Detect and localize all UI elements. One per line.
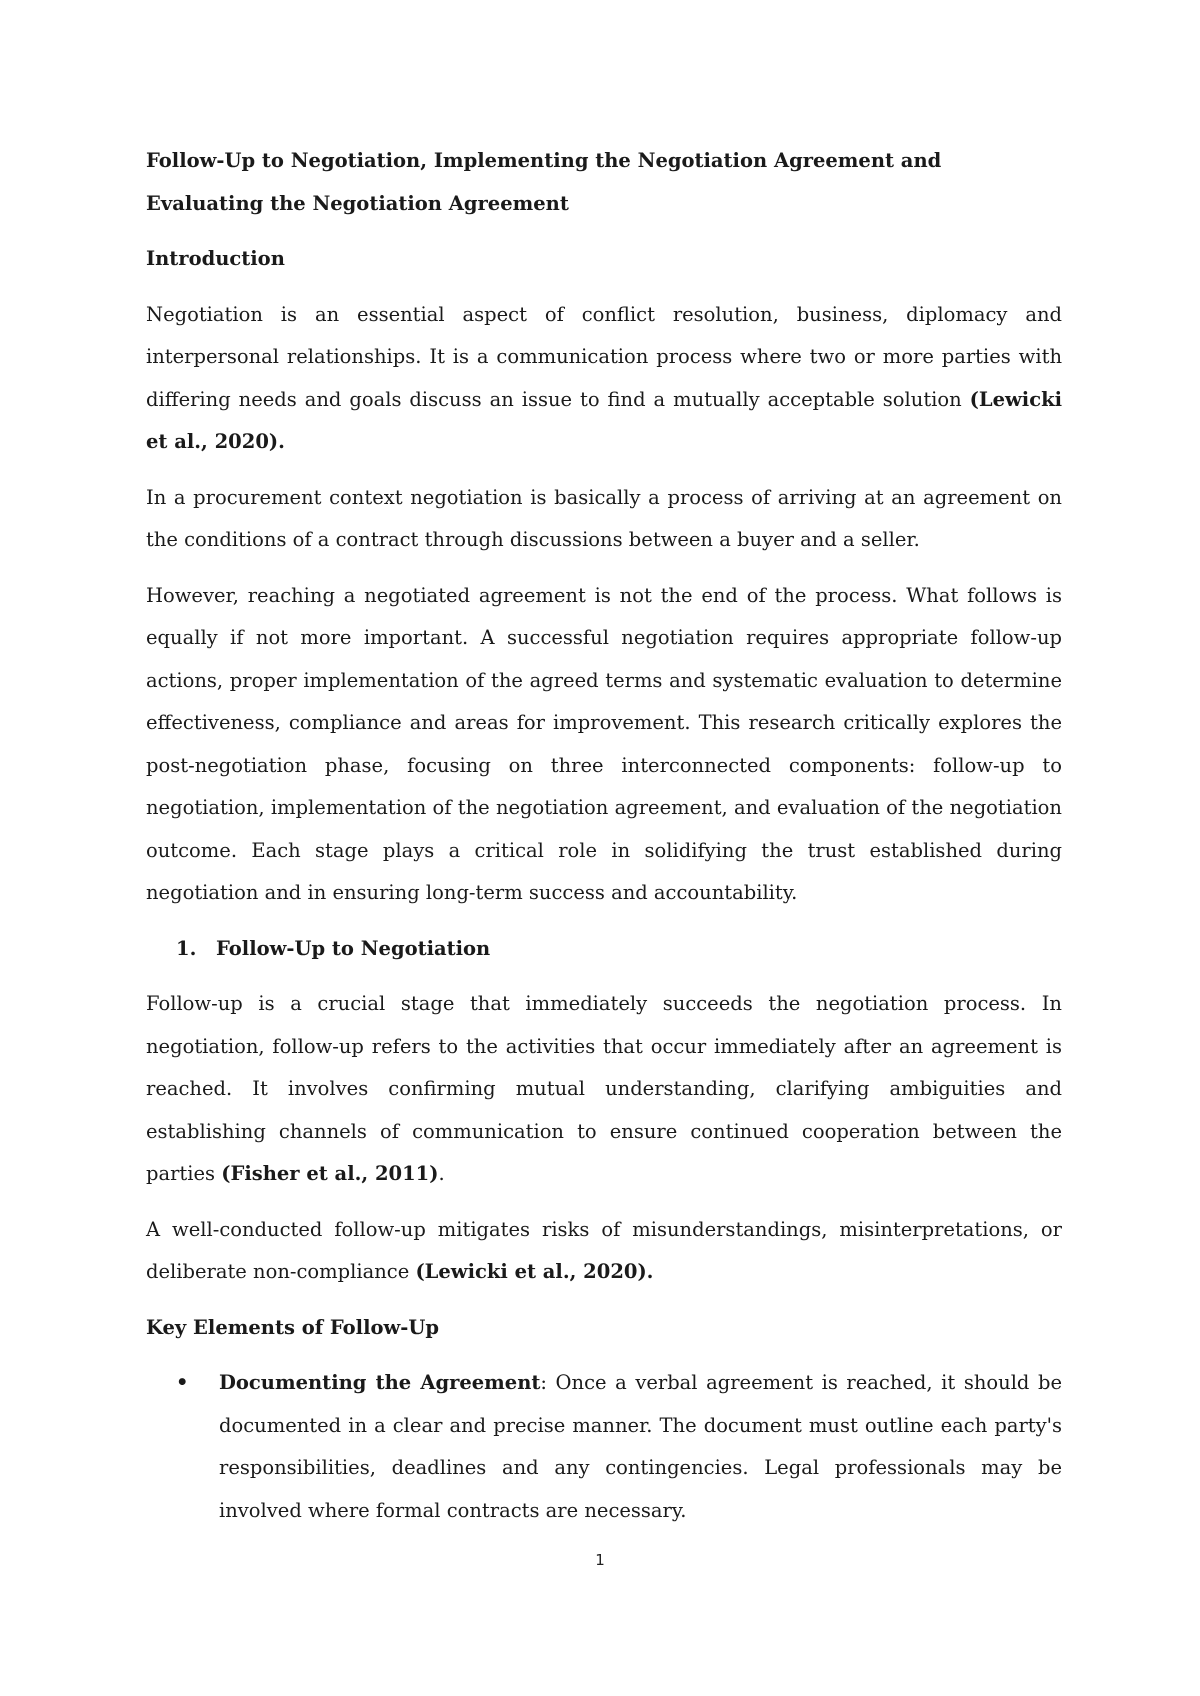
intro-paragraph-1 [146,294,1062,464]
page-number: 1 [595,1551,605,1569]
citation-lewicki-2020: (Lewicki et al., 2020). [146,387,1062,453]
intro-paragraph-1-text: Negotiation is an essential aspect of conflict resolution, business, diplomacy and interpersonal relationships. It is a communication process where two or more parties with differing needs and goals discuss an issue to find a mutually acceptable solution [146,302,1062,411]
section-1-paragraph-1-suffix: . [438,1162,445,1185]
list-item [146,1362,1062,1532]
key-elements-heading: Key Elements of Follow-Up [146,1315,440,1339]
bullet-term: Documenting the Agreement [219,1371,541,1394]
section-1-title: Follow-Up to Negotiation [216,936,491,960]
key-elements-list [146,1362,1062,1532]
section-1-paragraph-1 [146,983,1062,1196]
citation-lewicki-2020-b: (Lewicki et al., 2020). [415,1260,654,1283]
section-1-paragraph-2 [146,1209,1062,1294]
bullet-text: : Once a verbal agreement is reached, it should be documented in a clear and precise manner. The document must outline each party's responsibilities, deadlines and any contingencies. Legal professionals may be involved where formal contracts are necessary. [219,1371,1063,1522]
section-1-paragraph-1-text: Follow-up is a crucial stage that immediately succeeds the negotiation process. In negotiation, follow-up refers to the activities that occur immediately after an agreement is reached. It involves confirming mutual understanding, clarifying ambiguities and establishing channels of communication to ensure continued cooperation between the parties [146,992,1062,1185]
document-body [146,140,1062,1532]
section-1-paragraph-2-text: A well-conducted follow-up mitigates risks of misunderstandings, misinterpretations, or deliberate non-compliance [146,1217,1062,1283]
citation-fisher-2011: (Fisher et al., 2011) [221,1162,439,1185]
section-1-number: 1. [176,936,197,960]
document-title: Follow-Up to Negotiation, Implementing the Negotiation Agreement and Evaluating the Negotiation Agreement [146,149,942,215]
bullet-icon: • [176,1371,189,1394]
section-1-heading [146,928,1062,971]
introduction-heading: Introduction [146,247,285,270]
intro-paragraph-3: However, reaching a negotiated agreement is not the end of the process. What follows is equally if not more important. A successful negotiation requires appropriate follow-up actions, proper implementation of the agreed terms and systematic evaluation to determine effectiveness, compliance and areas for improvement. This research critically explores the post-negotiation phase, focusing on three interconnected components: follow-up to negotiation, implementation of the negotiation agreement, and evaluation of the negotiation outcome. Each stage plays a critical role in solidifying the trust established during negotiation and in ensuring long-term success and accountability. [146,583,1062,904]
intro-paragraph-2: In a procurement context negotiation is basically a process of arriving at an agreement on the conditions of a contract through discussions between a buyer and a seller. [146,485,1062,551]
